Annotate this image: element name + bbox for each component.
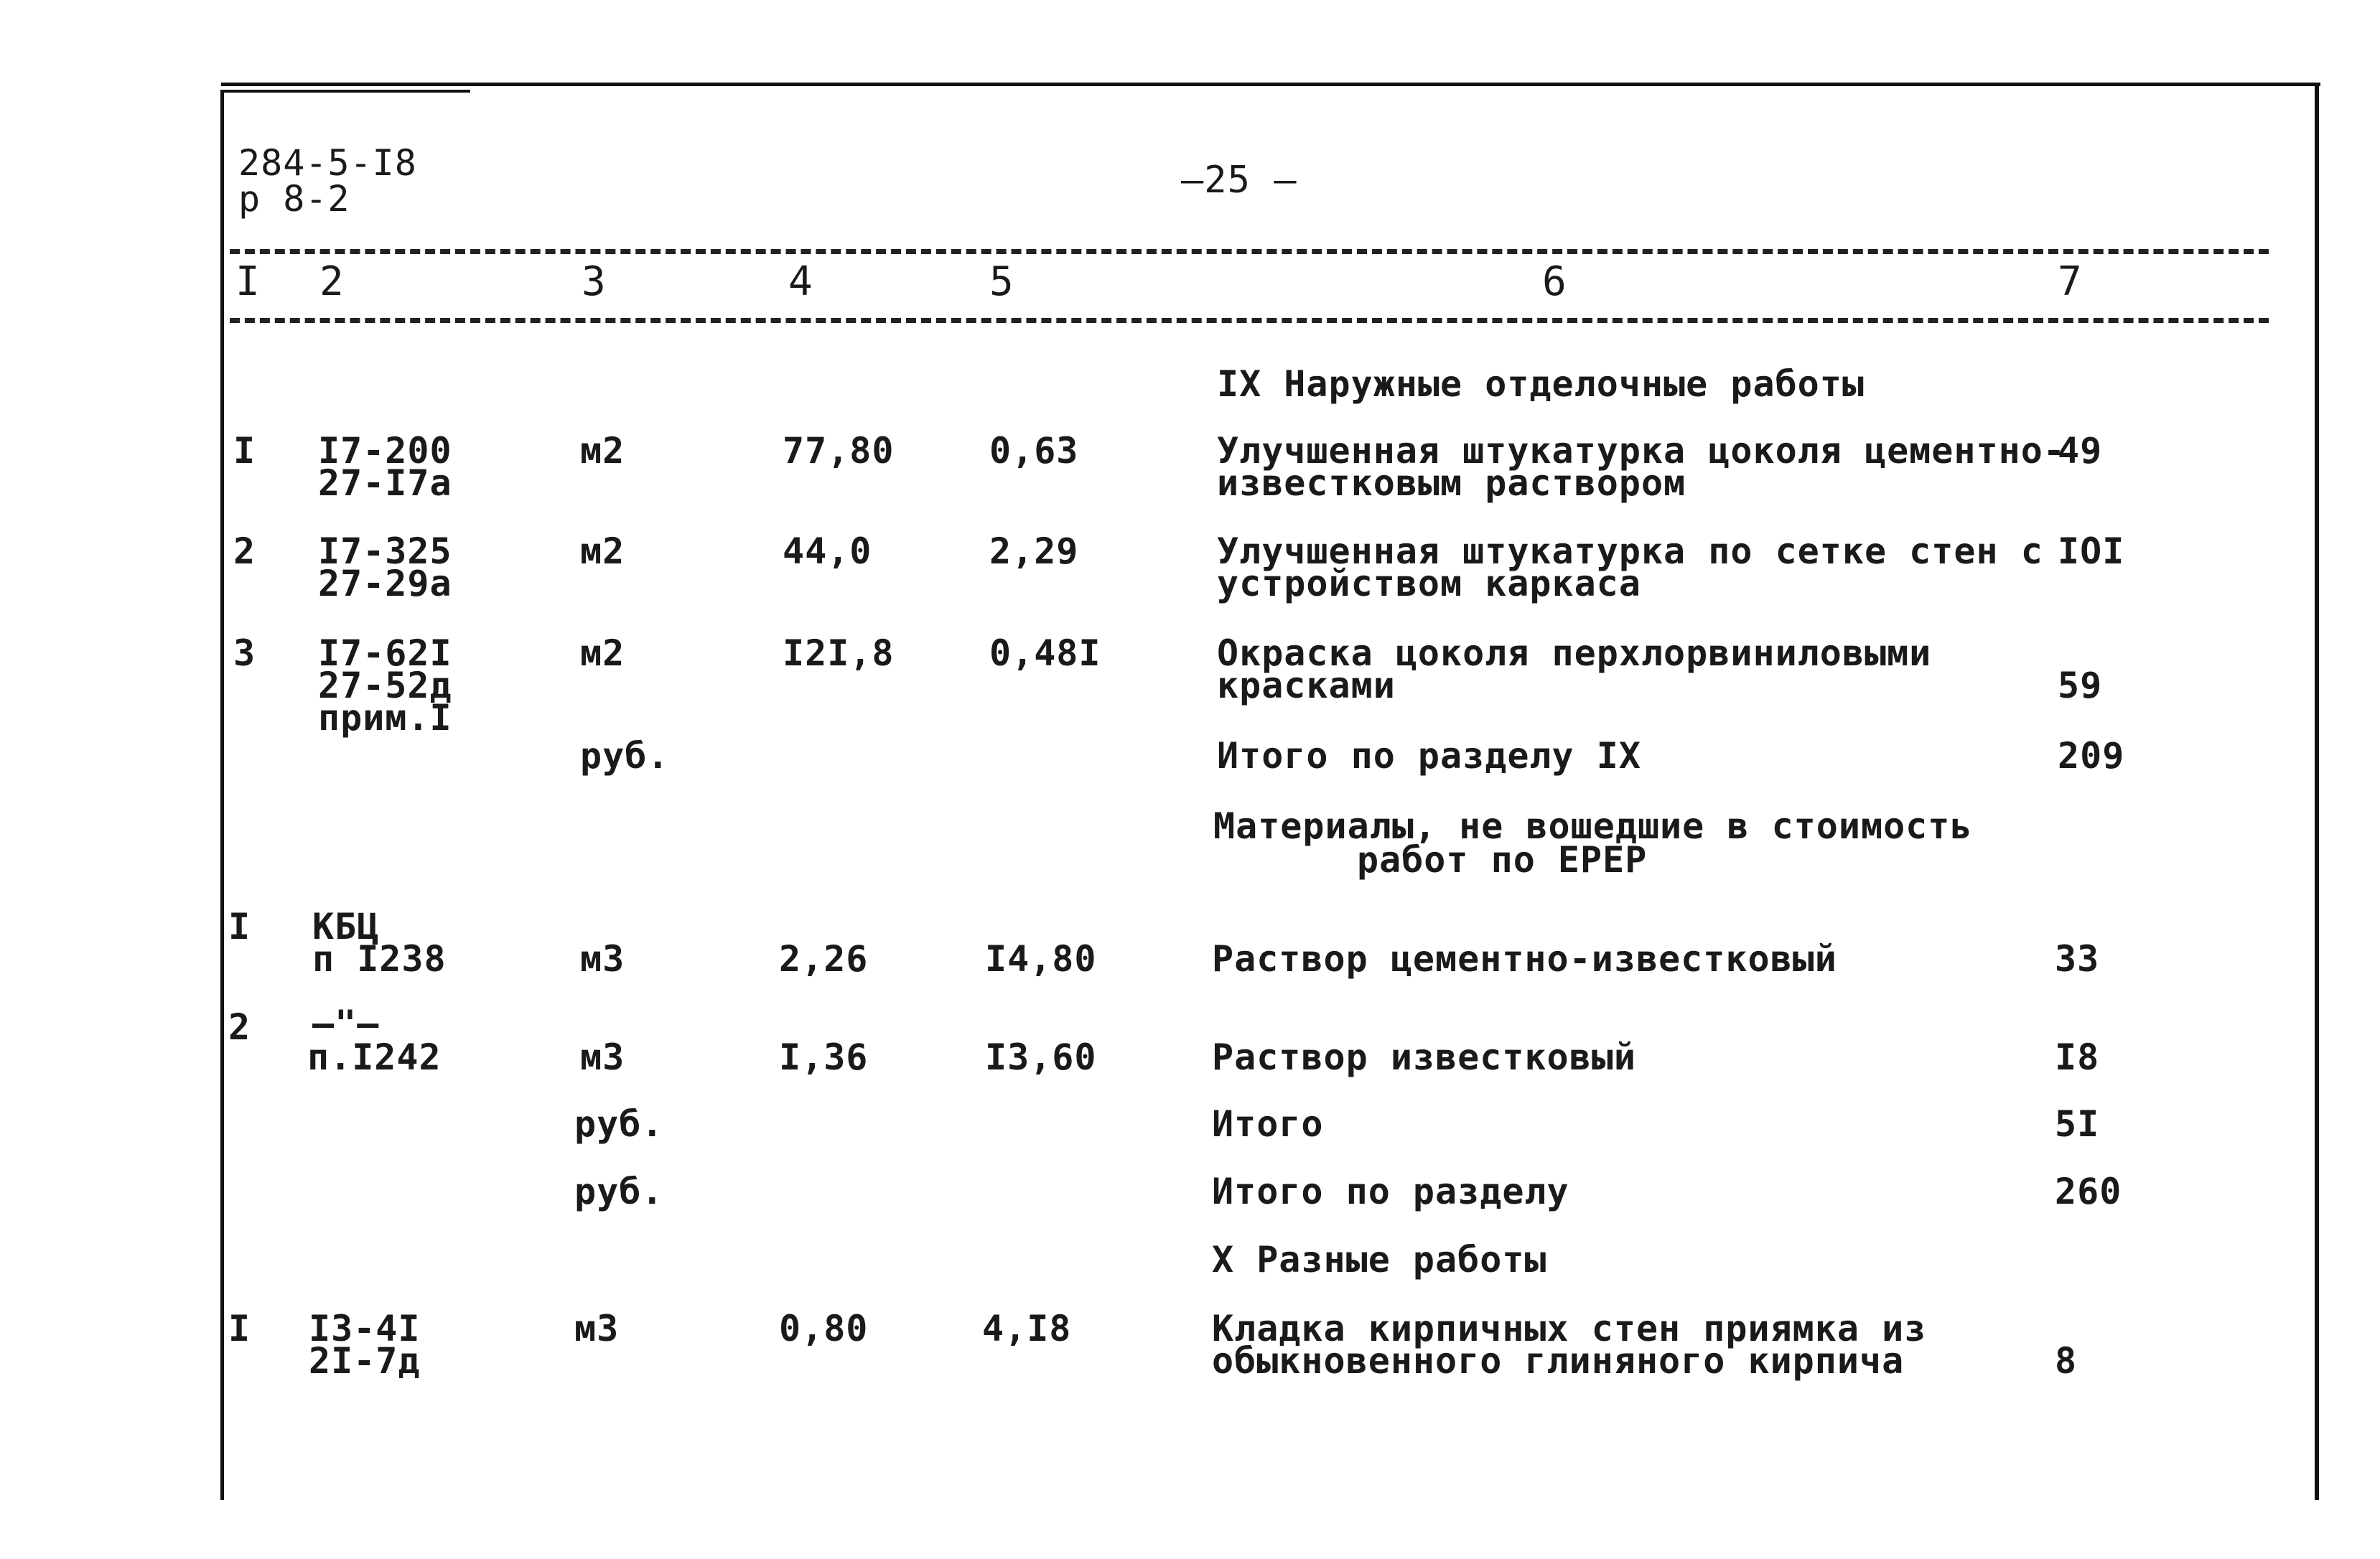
column-header-4: 4 (788, 258, 813, 305)
total: IOI (2058, 530, 2125, 572)
total: I8 (2055, 1036, 2100, 1078)
description: Итого по разделу IX (1217, 735, 1641, 777)
row-number: 2 (233, 530, 256, 572)
norm-code-secondary: 27-I7а (318, 462, 452, 504)
unit-price: I3,60 (985, 1036, 1097, 1078)
description: Итого (1212, 1103, 1324, 1145)
unit: руб. (574, 1171, 664, 1212)
unit: м2 (580, 530, 625, 572)
unit: руб. (574, 1103, 664, 1145)
total: 49 (2058, 430, 2103, 472)
description: Улучшенная штукатурка цоколя цементно- (1217, 430, 2066, 472)
description-cont: красками (1217, 665, 1396, 706)
total: 8 (2055, 1340, 2078, 1382)
quantity: 0,80 (779, 1308, 869, 1349)
frame-right-border (2315, 83, 2319, 1500)
description: Раствор известковый (1212, 1036, 1636, 1078)
description: Итого по разделу (1212, 1171, 1569, 1212)
row-number: I (228, 1308, 251, 1349)
quantity: 44,0 (783, 530, 872, 572)
unit: м2 (580, 632, 625, 674)
unit-price: 0,63 (989, 430, 1079, 472)
column-header-6: 6 (1542, 258, 1567, 305)
description: Раствор цементно-известковый (1212, 938, 1837, 980)
norm-code-secondary: 27-29а (318, 563, 452, 604)
header-top-rule (230, 249, 2269, 254)
document-code: 284-5-I8 (238, 142, 417, 184)
unit: м3 (580, 938, 625, 980)
quantity: 77,80 (783, 430, 895, 472)
materials-title: Материалы, не вошедшие в стоимость (1213, 805, 1973, 847)
norm-code-secondary: п I238 (312, 938, 447, 980)
unit-price: I4,80 (985, 938, 1097, 980)
description: Окраска цоколя перхлорвиниловыми (1217, 632, 1932, 674)
norm-code: I7-200 (318, 430, 452, 472)
unit-price: 4,I8 (982, 1308, 1072, 1349)
page-number: —25 — (1181, 159, 1297, 202)
norm-code-note: прим.I (318, 697, 452, 739)
quantity: I,36 (779, 1036, 869, 1078)
norm-code: —"— (312, 1003, 380, 1044)
header-bottom-rule (230, 318, 2269, 323)
norm-code: I7-325 (318, 530, 452, 572)
description: Улучшенная штукатурка по сетке стен с (1217, 530, 2043, 572)
total: 59 (2058, 665, 2103, 706)
row-number: 3 (233, 632, 256, 674)
unit: руб. (580, 735, 670, 777)
norm-code: I3-4I (309, 1308, 421, 1349)
frame-left-border (220, 90, 224, 1500)
section-title-x: X Разные работы (1212, 1239, 1547, 1281)
description-cont: известковым раствором (1217, 462, 1686, 504)
norm-code-secondary: 2I-7д (309, 1340, 421, 1382)
description-cont: обыкновенного глиняного кирпича (1212, 1340, 1905, 1382)
document-part: р 8-2 (238, 178, 350, 220)
column-header-5: 5 (989, 258, 1014, 305)
unit: м2 (580, 430, 625, 472)
frame-top-left-border (220, 90, 470, 93)
description: Кладка кирпичных стен приямка из (1212, 1308, 1927, 1349)
total: 5I (2055, 1103, 2100, 1145)
unit-price: 0,48I (989, 632, 1101, 674)
row-number: I (233, 430, 256, 472)
total: 260 (2055, 1171, 2122, 1212)
row-number: 2 (228, 1006, 251, 1048)
norm-code: I7-62I (318, 632, 452, 674)
description-cont: устройством каркаса (1217, 563, 1641, 604)
column-header-7: 7 (2058, 258, 2083, 305)
norm-code-secondary: п.I242 (307, 1036, 442, 1078)
column-header-3: 3 (582, 258, 607, 305)
frame-top-border (221, 83, 2320, 86)
total: 209 (2058, 735, 2125, 777)
unit: м3 (580, 1036, 625, 1078)
materials-title-cont: работ по ЕРЕР (1357, 839, 1648, 881)
norm-code-secondary: 27-52д (318, 665, 452, 706)
quantity: 2,26 (779, 938, 869, 980)
quantity: I2I,8 (783, 632, 895, 674)
unit-price: 2,29 (989, 530, 1079, 572)
column-header-2: 2 (319, 258, 345, 305)
row-number: I (228, 906, 251, 947)
norm-code: КБЦ (312, 906, 380, 947)
column-header-1: I (235, 258, 261, 305)
total: 33 (2055, 938, 2100, 980)
section-title-ix: IX Наружные отделочные работы (1217, 363, 1865, 405)
unit: м3 (574, 1308, 620, 1349)
